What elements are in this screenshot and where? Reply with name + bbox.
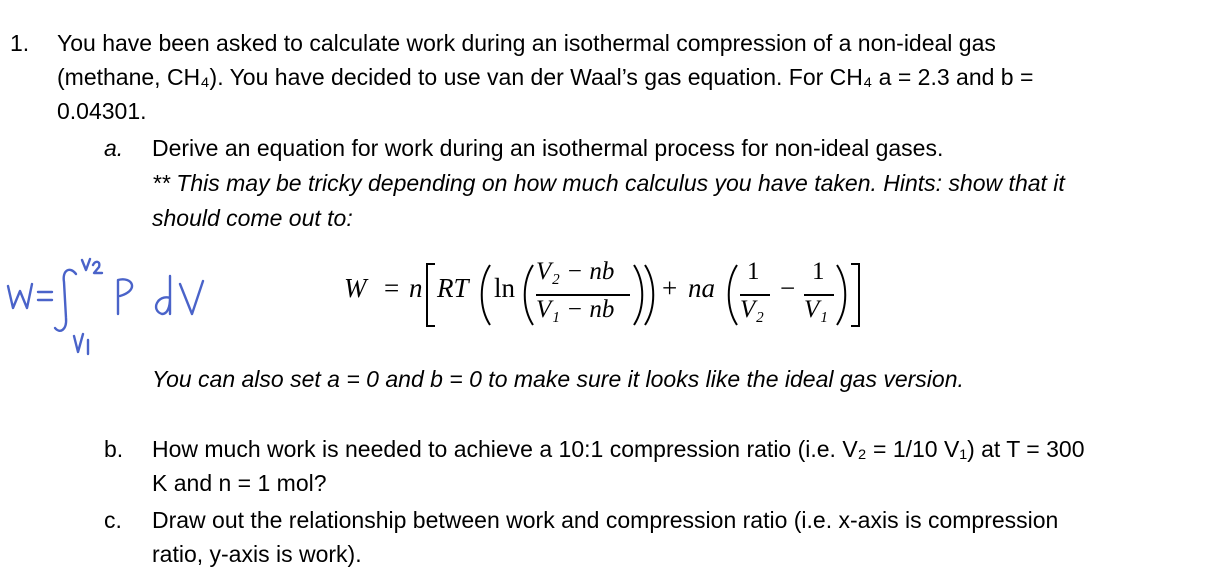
part-a-text: Derive an equation for work during an isothermal process for non-ideal gases. [152, 135, 944, 161]
equation-na: na [688, 273, 715, 303]
inverse-v2-denominator: V₂ [740, 296, 764, 323]
question-line-1: You have been asked to calculate work during an isothermal compression of a non-ideal gas [57, 30, 996, 56]
equation-ln: ln [494, 273, 516, 303]
question-line-2: (methane, CH₄). You have decided to use van der Waal’s gas equation. For CH₄ a = 2.3 and b = [57, 64, 1034, 90]
part-c-line-2: ratio, y-axis is work). [152, 541, 362, 567]
equation-rt: RT [437, 273, 469, 303]
fraction-numerator: V₂ − nb [536, 258, 615, 285]
equation-minus: − [780, 273, 796, 303]
inverse-v2-numerator: 1 [747, 258, 760, 285]
inverse-v1-numerator: 1 [812, 258, 825, 285]
ln-open-paren [479, 262, 493, 328]
ln-close-paren [642, 262, 656, 328]
part-c-line-1: Draw out the relationship between work and compression ratio (i.e. x-axis is compression [152, 507, 1059, 533]
part-c-marker: c. [104, 507, 122, 533]
equation-plus: + [662, 273, 678, 303]
part-b-line-2: K and n = 1 mol? [152, 470, 327, 496]
part-a-note: You can also set a = 0 and b = 0 to make sure it looks like the ideal gas version. [152, 366, 964, 392]
part-a-hint-line-2: should come out to: [152, 205, 353, 231]
equation-lhs: W [344, 273, 367, 303]
inverse-v1-denominator: V₁ [804, 296, 828, 323]
na-open-paren [726, 262, 740, 328]
equation-equals: = [384, 273, 400, 303]
left-bracket [424, 262, 438, 328]
na-close-paren [834, 262, 848, 328]
part-b-line-1: How much work is needed to achieve a 10:1 compression ratio (i.e. V₂ = 1/10 V₁) at T = 300 [152, 436, 1085, 462]
part-a-hint-line-1: ** This may be tricky depending on how much calculus you have taken. Hints: show that it [152, 170, 1065, 196]
equation-n: n [409, 273, 423, 303]
fraction-denominator: V₁ − nb [536, 296, 615, 323]
part-a-marker: a. [104, 135, 124, 161]
handwritten-work-integral [0, 248, 235, 363]
right-bracket [848, 262, 862, 328]
question-line-3: 0.04301. [57, 98, 147, 124]
fraction-open-paren [522, 262, 536, 328]
question-number: 1. [10, 30, 30, 56]
part-b-marker: b. [104, 436, 124, 462]
